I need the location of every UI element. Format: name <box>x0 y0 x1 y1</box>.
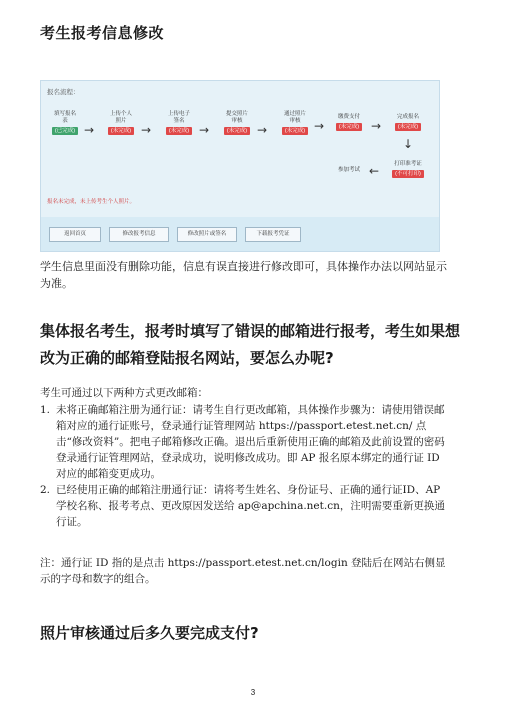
list-item <box>40 402 448 482</box>
arrow-down-icon: ↓ <box>403 137 414 151</box>
list-item <box>40 482 448 530</box>
status-badge: (未完成) <box>166 127 192 135</box>
flow-step-label: 上传个人照片 <box>109 111 132 124</box>
registration-flow-screenshot <box>40 80 440 252</box>
section-title-info-edit: 考生报考信息修改 <box>40 24 165 42</box>
arrow-right-icon: → <box>199 123 210 137</box>
arrow-right-icon: → <box>141 123 152 137</box>
note-text: 注：通行证 ID 指的是点击 https://passport.etest.net.cn/login 登陆后在网站右侧显示的字母和数字的组合。 <box>40 557 446 585</box>
flow-step-pass-review <box>275 111 315 135</box>
status-badge: (未完成) <box>336 123 362 131</box>
list-item-text: 未将正确邮箱注册为通行证：请考生自行更改邮箱，具体操作步骤为：请使用错误邮箱对应的通行证账号，登录通行证管理网站 https://passport.etest.net.cn/ 点击“修改资料”。把电子邮箱修改正确。退出后重新使用正确的邮箱及此前设置的密码登录通行证管理网站，登录成功，说明修改成功。即 AP 报名原本绑定的通行证 ID 对应的邮箱变更成功。 <box>56 404 445 480</box>
edit-info-button[interactable]: 修改报考信息 <box>109 227 169 242</box>
edit-photo-button[interactable]: 修改照片或签名 <box>177 227 237 242</box>
flow-step-take-exam <box>329 167 369 174</box>
flow-step-label: 完成报名 <box>396 114 419 120</box>
flow-step-label: 填写报名表 <box>53 111 76 124</box>
flow-step-submit-review <box>217 111 257 135</box>
flow-step-label: 通过照片审核 <box>283 111 306 124</box>
list-item-text: 已经使用正确的邮箱注册通行证：请将考生姓名、身份证号、正确的通行证ID、AP 学校名称、报考考点、更改原因发送给 ap@apchina.net.cn，注明需要重新更换通行证。 <box>56 484 445 528</box>
warning-message: 报名未完成，未上传考生个人照片。 <box>47 199 136 205</box>
status-badge: (未完成) <box>108 127 134 135</box>
flow-step-label: 参加考试 <box>337 167 360 173</box>
flow-step-label: 打印准考证 <box>394 161 422 167</box>
status-badge: (未完成) <box>282 127 308 135</box>
flow-step-fill-form <box>45 111 85 135</box>
flow-step-upload-photo <box>101 111 141 135</box>
flow-step-label: 提交照片审核 <box>225 111 248 124</box>
flow-step-label: 上传电子签名 <box>167 111 190 124</box>
arrow-right-icon: → <box>314 119 325 133</box>
arrow-right-icon: → <box>371 119 382 133</box>
arrow-right-icon: → <box>257 123 268 137</box>
back-home-button[interactable]: 返回首页 <box>49 227 101 242</box>
flow-step-complete <box>388 114 428 131</box>
list-number: 2. <box>40 484 51 496</box>
question-payment-deadline: 照片审核通过后多久要完成支付? <box>40 624 259 642</box>
flow-step-label: 缴费支付 <box>337 114 360 120</box>
flow-title: 报名流程： <box>47 89 80 96</box>
status-badge: (未完成) <box>224 127 250 135</box>
status-badge: (不可打印) <box>392 170 424 178</box>
intro-text: 考生可通过以下两种方式更改邮箱： <box>40 387 208 399</box>
status-badge: (已完成) <box>52 127 78 135</box>
download-voucher-button[interactable]: 下载报考凭证 <box>245 227 301 242</box>
arrow-left-icon: ← <box>369 164 380 178</box>
question-email-change: 集体报名考生，报考时填写了错误的邮箱进行报考，考生如果想改为正确的邮箱登陆报名网站，要怎么办呢? <box>40 322 461 367</box>
flow-step-print-ticket <box>388 161 428 178</box>
arrow-right-icon: → <box>84 123 95 137</box>
flow-step-upload-signature <box>159 111 199 135</box>
paragraph-info-edit: 学生信息里面没有删除功能，信息有误直接进行修改即可，具体操作办法以网站显示为准。 <box>40 260 447 290</box>
page-number: 3 <box>250 688 256 697</box>
status-badge: (未完成) <box>395 123 421 131</box>
flow-step-payment <box>329 114 369 131</box>
email-change-steps <box>40 402 448 530</box>
list-number: 1. <box>40 404 51 416</box>
